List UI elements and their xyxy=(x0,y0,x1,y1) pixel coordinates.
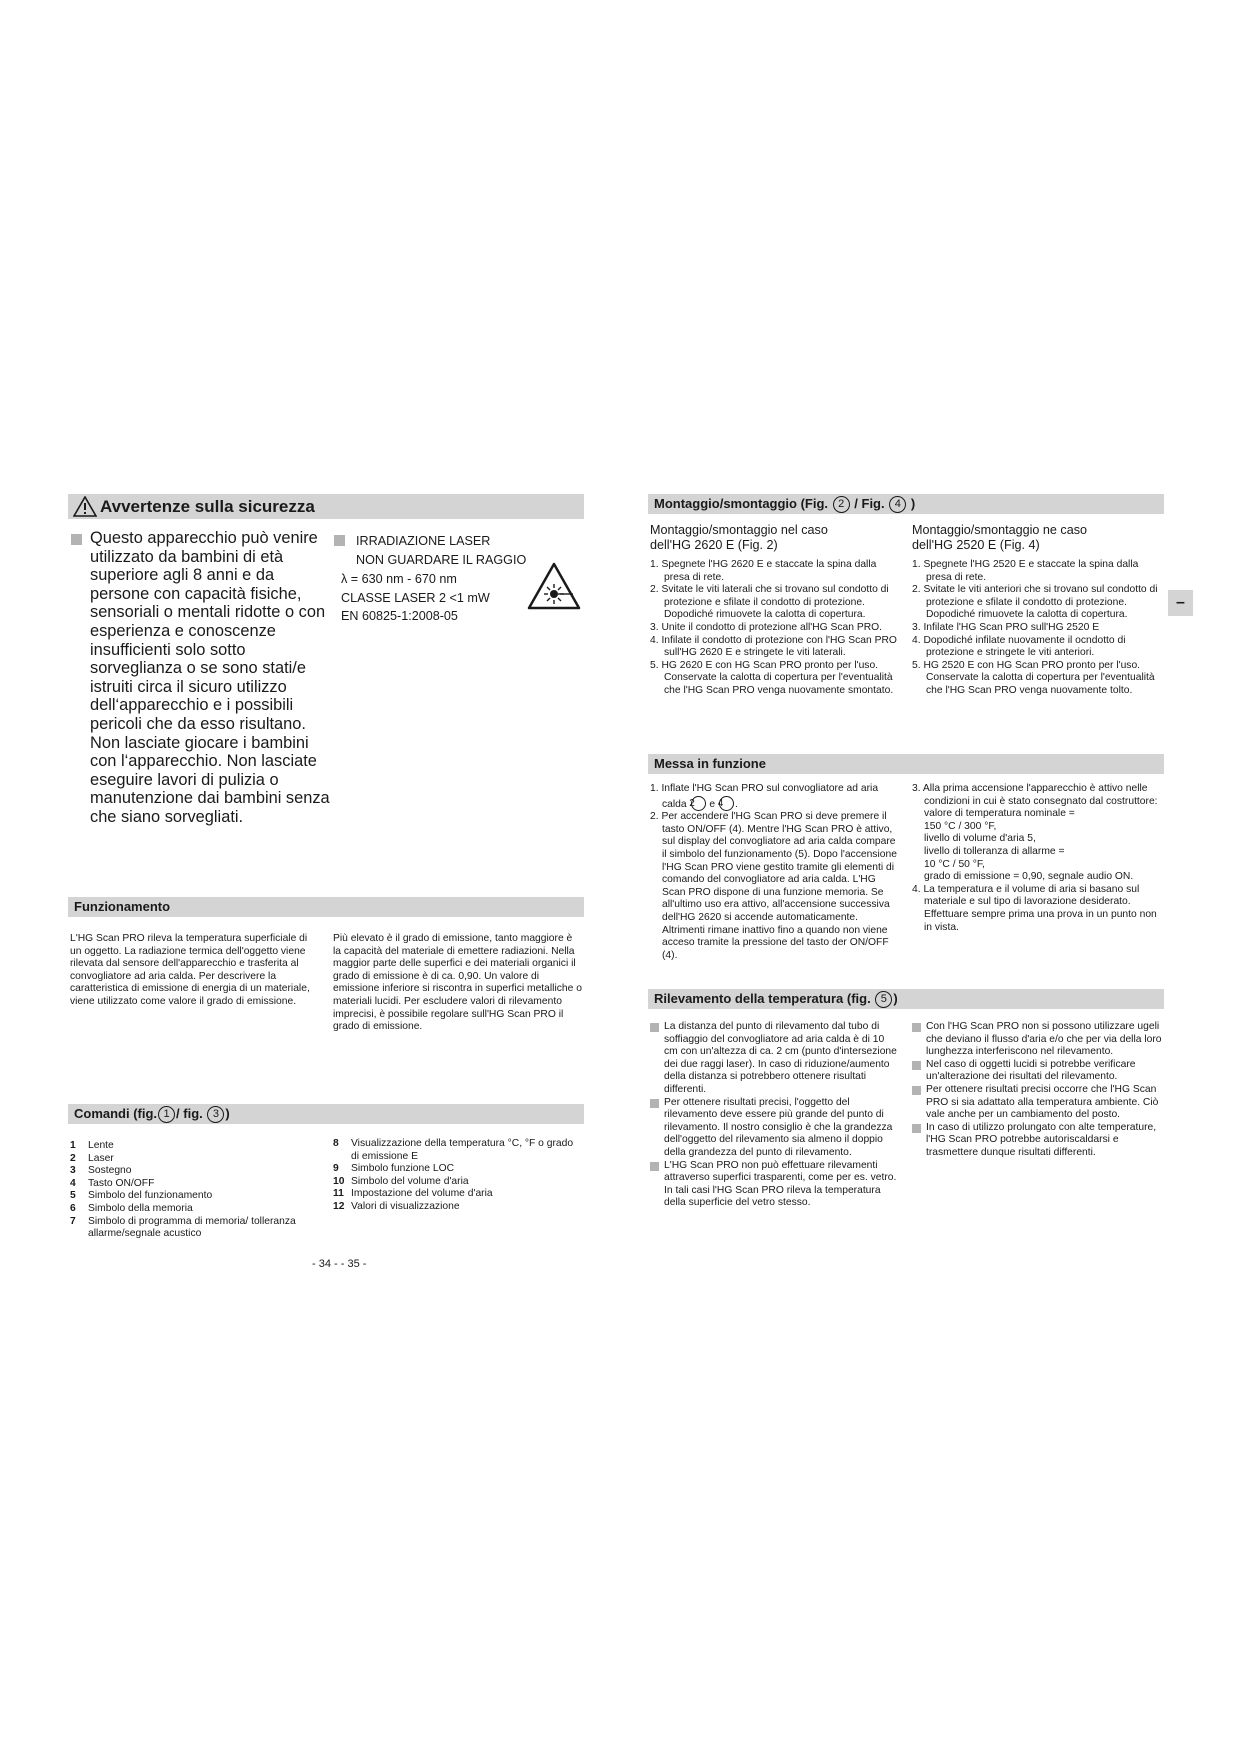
list-item: Per ottenere risultati precisi occorre che l'HG Scan PRO si sia adattato alla temperatura ambiente. Ciò vale anche per un cambiamento del posto. xyxy=(912,1084,1164,1122)
list-item: 9 Simbolo funzione LOC xyxy=(333,1163,455,1175)
list-item: 3. Unite il condotto di protezione all'HG Scan PRO. xyxy=(650,621,883,633)
laser-line-1: IRRADIAZIONE LASER xyxy=(356,534,491,548)
montaggio-left-steps xyxy=(650,559,900,698)
list-item: Con l'HG Scan PRO non si possono utilizzare ugeli che deviano il flusso d'aria e/o che per via della loro lunghezza interferiscono nel rilevamento. xyxy=(912,1021,1164,1059)
list-item: 1. Spegnete l'HG 2520 E e staccate la spina dalla presa di rete. xyxy=(912,559,1139,583)
list-item: 1. Spegnete l'HG 2620 E e staccate la spina dalla presa di rete. xyxy=(650,559,877,583)
list-item: 1 Lente xyxy=(70,1140,114,1151)
list-item: In caso di utilizzo prolungato con alte temperature, l'HG Scan PRO potrebbe autoriscaldarsi e trasmettere dunque risultati differenti. xyxy=(912,1122,1164,1160)
list-item: 7 Simbolo di programma di memoria/ tolleranza allarme/segnale acustico xyxy=(70,1215,296,1240)
list-item: 5. HG 2520 E con HG Scan PRO pronto per l'uso. Conservate la calotta di copertura per l'eventualità che l'HG Scan PRO venga nuovamente tolto. xyxy=(912,659,1155,696)
rilevamento-title-suffix: ) xyxy=(893,991,898,1006)
fig-number-circle: 4 xyxy=(889,496,906,513)
list-item: 3 Sostegno xyxy=(70,1165,132,1177)
bullet-square xyxy=(650,1023,659,1032)
list-item: Per ottenere risultati precisi, l'oggetto del rilevamento deve essere più grande del punto di rilevamento. Il nostro consiglio è che la grandezza dell'oggetto del rilevamento sia almeno il doppio della grandezza del punto di rilevamento. xyxy=(650,1097,900,1160)
language-side-tab: – xyxy=(1168,590,1193,616)
fig-number-circle: 2 xyxy=(833,496,850,513)
fig-number-circle: 1 xyxy=(158,1106,175,1123)
list-item: 2 Laser xyxy=(70,1152,114,1164)
rilevamento-right-list xyxy=(912,1021,1164,1160)
list-item: 2. Per accendere l'HG Scan PRO si deve premere il tasto ON/OFF (4). Mentre l'HG Scan PRO è attivo, sul display del convogliatore ad aria calda compare il simbolo del funzionamento (5). Dopo l'accensione l'HG Scan PRO viene gestito tramite gli elementi di comando del convogliatore ad aria calda. L'HG Scan PRO dispone di una funzione memoria. Se all'ultimo uso era attivo, all'accensione successiva dell'HG 2620 si accende automaticamente. Altrimenti rimane inattivo fino a quando non viene acceso tramite la pressione del tasto der ON/OFF (4). xyxy=(650,811,897,961)
laser-line-4: CLASSE LASER 2 <1 mW xyxy=(341,591,490,605)
list-item: 2. Svitate le viti laterali che si trovano sul condotto di protezione e sfilate il condotto di protezione. Dopodiché rimuovete la calotta di copertura. xyxy=(650,584,889,621)
fig-number-circle: 5 xyxy=(875,991,892,1008)
bullet-square xyxy=(912,1124,921,1133)
messa-header-bar xyxy=(648,754,1164,774)
bullet-square xyxy=(912,1023,921,1032)
messa-title: Messa in funzione xyxy=(654,756,766,771)
bullet-square xyxy=(71,534,82,545)
safety-header-bar xyxy=(68,494,584,519)
list-item: 4. Infilate il condotto di protezione con l'HG Scan PRO sull'HG 2620 E e stringete le viti laterali. xyxy=(650,634,897,659)
list-item: L'HG Scan PRO non può effettuare rilevamenti attraverso superfici trasparenti, come per es. vetro. In tali casi l'HG Scan PRO rileva la temperatura della superficie del vetro stesso. xyxy=(650,1160,900,1210)
montaggio-header-bar xyxy=(648,494,1164,514)
bullet-square xyxy=(650,1099,659,1108)
fig-number-circle: 2 xyxy=(691,796,706,811)
laser-warning-icon xyxy=(527,562,581,610)
rilevamento-header-bar xyxy=(648,989,1164,1009)
comandi-list-right xyxy=(333,1138,583,1214)
list-item: 10 Simbolo del volume d'aria xyxy=(333,1175,469,1187)
funzionamento-col2: Più elevato è il grado di emissione, tanto maggiore è la capacità del materiale di emettere radiazioni. Nella maggior parte delle superfici e dei materiali organici il grado di emissione è di ca. 0,90. Un valore di emissione inferiore si riscontra in superfici metalliche o materiali lucidi. Per escludere valori di rilevamento imprecisi, è possibile regolare sull'HG Scan PRO il grado di emissione. xyxy=(333,933,582,1033)
comandi-header-bar xyxy=(68,1104,584,1124)
funzionamento-col1: L'HG Scan PRO rileva la temperatura superficiale di un oggetto. La radiazione termica dell'oggetto viene rilevata dal sensore dell'apparecchio e trasferita al convogliatore ad aria calda. Per descrivere la caratteristica di emissione di energia di un materiale, viene utilizzato come valore il grado di emissione. xyxy=(70,933,310,1007)
list-item: 4 Tasto ON/OFF xyxy=(70,1177,155,1189)
list-item: 1. Inflate l'HG Scan PRO sul convogliatore ad aria calda 2 e 4 . xyxy=(650,783,879,810)
bullet-square xyxy=(912,1061,921,1070)
montaggio-title-mid: / Fig. xyxy=(854,496,885,511)
messa-right-col xyxy=(912,783,1164,934)
montaggio-right-heading: Montaggio/smontaggio ne caso dell'HG 2520 E (Fig. 4) xyxy=(912,523,1088,552)
list-item: 8 Visualizzazione della temperatura °C, °F o grado di emissione E xyxy=(333,1138,574,1162)
comandi-title-prefix: Comandi (fig. xyxy=(74,1106,158,1121)
list-item: 4. La temperatura e il volume di aria si basano sul materiale e sul tipo di lavorazione desiderato. Effettuare sempre prima una prova in un punto non in vista. xyxy=(912,883,1157,933)
list-item: La distanza del punto di rilevamento dal tubo di soffiaggio del convogliatore ad aria calda è di 10 cm con un'altezza di ca. 2 cm (punto d'intersezione dei due raggi laser). In caso di riduzione/aumento della distanza si potrebbero ottenere risultati differenti. xyxy=(650,1021,900,1097)
bullet-square xyxy=(650,1162,659,1171)
fig-number-circle: 4 xyxy=(719,796,734,811)
montaggio-left-heading: Montaggio/smontaggio nel caso dell'HG 2620 E (Fig. 2) xyxy=(650,523,828,552)
funzionamento-title: Funzionamento xyxy=(74,899,171,914)
rilevamento-left-list xyxy=(650,1021,900,1210)
laser-line-5: EN 60825-1:2008-05 xyxy=(341,609,458,623)
list-item: Nel caso di oggetti lucidi si potrebbe verificare un'alterazione dei risultati del rilevamento. xyxy=(912,1059,1164,1084)
montaggio-title-prefix: Montaggio/smontaggio (Fig. xyxy=(654,496,829,511)
comandi-list-left xyxy=(70,1140,320,1241)
laser-line-2: NON GUARDARE IL RAGGIO xyxy=(356,553,527,567)
montaggio-right-steps xyxy=(912,559,1162,698)
list-item: 3. Alla prima accensione l'apparecchio è attivo nelle condizioni in cui è stato consegnato dal costruttore: xyxy=(912,783,1158,807)
safety-title: Avvertenze sulla sicurezza xyxy=(100,497,315,516)
list-item: 6 Simbolo della memoria xyxy=(70,1202,193,1214)
list-item: 11 Impostazione del volume d'aria xyxy=(333,1188,493,1200)
bullet-square xyxy=(334,535,345,546)
list-item: 12 Valori di visualizzazione xyxy=(333,1200,460,1212)
fig-number-circle: 3 xyxy=(207,1106,224,1123)
funzionamento-header-bar xyxy=(68,897,584,917)
list-item: 4. Dopodiché infilate nuovamente il ocndotto di protezione e stringete le viti anteriori. xyxy=(912,634,1126,659)
list-item: 5. HG 2620 E con HG Scan PRO pronto per l'uso. Conservate la calotta di copertura per l'eventualità che l'HG Scan PRO venga nuovamente smontato. xyxy=(650,659,894,696)
warning-triangle-icon xyxy=(73,496,97,517)
rilevamento-title-prefix: Rilevamento della temperatura (fig. xyxy=(654,991,871,1006)
list-item: 5 Simbolo del funzionamento xyxy=(70,1190,213,1202)
comandi-title-mid: / fig. xyxy=(176,1106,203,1121)
laser-line-3: λ = 630 nm - 670 nm xyxy=(341,572,457,586)
list-item: 3. Infilate l'HG Scan PRO sull'HG 2520 E xyxy=(912,621,1100,633)
montaggio-title-suffix: ) xyxy=(910,496,916,511)
safety-warning-text: Questo apparecchio può venire utilizzato da bambini di età superiore agli 8 anni e da persone con capacità fisiche, sensoriali o mentali ridotte o con esperienza e conoscenze insufficienti solo sotto sorveglianza o se sono stati/e istruiti circa il sicuro utilizzo dell‘apparecchio e i possibili pericoli che da esso risultano. Non lasciate giocare i bambini con l‘apparecchio. Non lasciate eseguire lavori di pulizia o manutenzione dai bambini senza che siano sorvegliati. xyxy=(90,529,330,826)
comandi-title-suffix: ) xyxy=(225,1106,230,1121)
bullet-square xyxy=(912,1086,921,1095)
default-values: valore di temperatura nominale = 150 °C / 300 °F, livello di volume d'aria 5, livello di tolleranza di allarme = 10 °C / 50 °F, grado di emissione = 0,90, segnale audio ON. xyxy=(924,808,1134,883)
page-numbers: - 34 - - 35 - xyxy=(312,1258,367,1270)
list-item: 2. Svitate le viti anteriori che si trovano sul condotto di protezione e sfilate il condotto di protezione. Dopodiché rimuovete la calotta di copertura. xyxy=(912,584,1158,621)
messa-left-col xyxy=(650,783,900,962)
